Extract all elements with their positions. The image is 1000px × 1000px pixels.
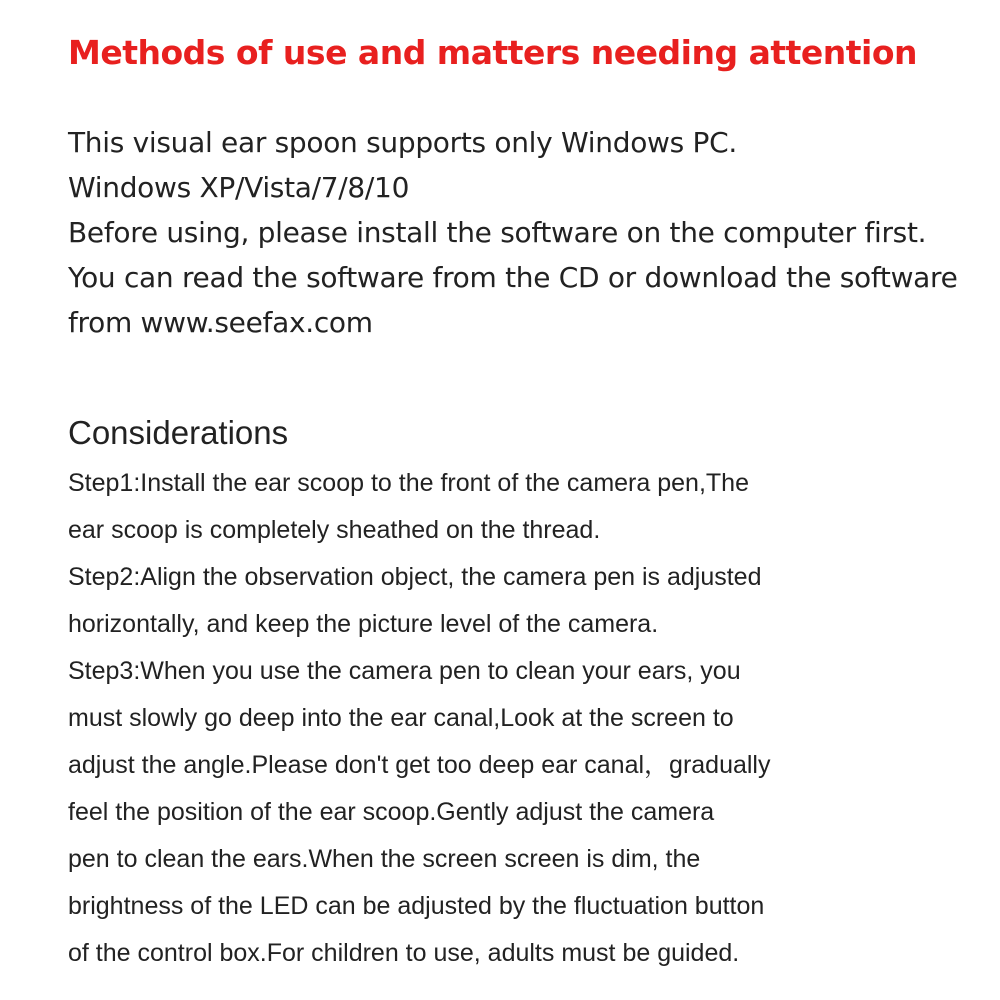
step-line: Step2:Align the observation object, the camera pen is adjusted [68, 563, 762, 591]
intro-section [68, 120, 968, 345]
intro-line: Windows XP/Vista/7/8/10 [68, 171, 410, 204]
step-line: must slowly go deep into the ear canal,Look at the screen to [68, 704, 734, 732]
step-line: Step3:When you use the camera pen to clean your ears, you [68, 657, 741, 685]
step-line: feel the position of the ear scoop.Gently adjust the camera [68, 798, 715, 826]
intro-line: This visual ear spoon supports only Windows PC. [68, 126, 737, 159]
considerations-steps [68, 460, 968, 977]
step-line: ear scoop is completely sheathed on the thread. [68, 516, 601, 544]
intro-line: You can read the software from the CD or download the software from www.seefax.com [68, 261, 958, 339]
intro-line: Before using, please install the software on the computer first. [68, 216, 927, 249]
step-line: adjust the angle.Please don't get too deep ear canal，gradually [68, 751, 771, 779]
step-line: Step1:Install the ear scoop to the front of the camera pen,The [68, 469, 749, 497]
page-title: Methods of use and matters needing attention [68, 33, 918, 72]
step-line: of the control box.For children to use, adults must be guided. [68, 939, 740, 967]
step-line: pen to clean the ears.When the screen screen is dim, the [68, 845, 701, 873]
considerations-heading: Considerations [68, 414, 289, 451]
step-line: horizontally, and keep the picture level of the camera. [68, 610, 659, 638]
step-line: brightness of the LED can be adjusted by the fluctuation button [68, 892, 765, 920]
